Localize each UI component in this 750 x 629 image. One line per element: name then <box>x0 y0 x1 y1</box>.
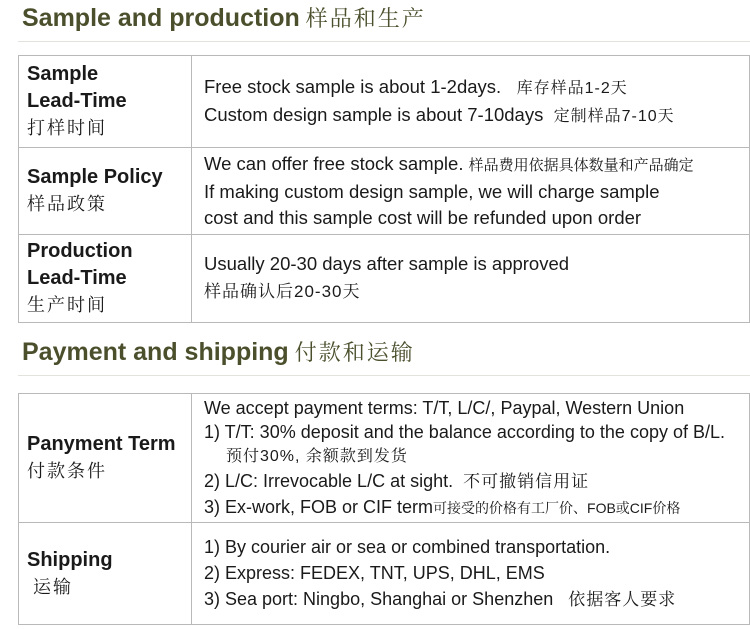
shipping-line-1: 1) By courier air or sea or combined transportation. <box>204 537 611 557</box>
sample-lead-time-label-en-2: Lead-Time <box>27 90 127 112</box>
sample-policy-label <box>19 148 192 235</box>
payment-term-label <box>19 394 192 523</box>
shipping-content <box>192 523 750 625</box>
shipping-label <box>19 523 192 625</box>
shipping-label-en: Shipping <box>27 548 113 571</box>
production-lead-time-content <box>192 235 750 323</box>
shipping-label-cn: 运输 <box>33 576 73 597</box>
table-row-shipping <box>19 523 750 625</box>
payment-term-line-1: We accept payment terms: T/T, L/C/, Paypal, Western Union <box>204 397 685 418</box>
table-row-payment-term <box>19 394 750 523</box>
sample-fee-cn-text: 样品费用依据具体数量和产品确定 <box>468 157 694 174</box>
payment-shipping-heading-cn: 付款和运输 <box>294 340 415 365</box>
sea-port-cn-text: 依据客人要求 <box>568 590 677 609</box>
payment-term-content <box>192 394 750 523</box>
payment-term-label-en: Panyment Term <box>27 433 176 455</box>
sample-policy-line-3: cost and this sample cost will be refunded upon order <box>204 207 642 228</box>
exwork-terms-text: 3) Ex-work, FOB or CIF term <box>204 496 434 517</box>
sample-policy-content <box>192 148 750 235</box>
shipping-line-2: 2) Express: FEDEX, TNT, UPS, DHL, EMS <box>204 563 545 583</box>
sample-production-heading-en: Sample and production <box>22 4 300 32</box>
payment-term-line-3: 预付30%, 余额款到发货 <box>226 447 408 465</box>
sample-policy-label-en: Sample Policy <box>27 166 163 188</box>
table-row-sample-lead-time <box>19 56 750 148</box>
sample-lead-time-line-2 <box>204 102 749 130</box>
sample-policy-label-cn: 样品政策 <box>27 194 107 214</box>
free-stock-offer-text: We can offer free stock sample. <box>204 153 464 174</box>
production-lead-time-label-en-1: Production <box>27 240 133 262</box>
table-row-sample-policy <box>19 148 750 235</box>
stock-sample-cn-text: 库存样品1-2天 <box>516 79 628 97</box>
lc-terms-cn-text: 不可撤销信用证 <box>463 472 590 492</box>
exwork-terms-cn-text: 可接受的价格有工厂价、FOB或CIF价格 <box>433 499 681 516</box>
custom-sample-cn-text: 定制样品7-10天 <box>553 107 675 125</box>
production-lead-time-label <box>19 235 192 323</box>
sample-production-table <box>18 55 750 323</box>
shipping-line-3 <box>204 586 749 613</box>
production-lead-time-label-en-2: Lead-Time <box>27 267 127 289</box>
payment-term-line-5 <box>204 495 749 521</box>
table-row-production-lead-time <box>19 235 750 323</box>
payment-shipping-table <box>18 393 750 625</box>
sample-policy-line-1 <box>204 151 749 179</box>
production-lead-time-line-1: Usually 20-30 days after sample is approved <box>204 252 570 274</box>
payment-shipping-heading <box>22 336 415 367</box>
sample-policy-line-2: If making custom design sample, we will charge sample <box>204 181 660 202</box>
sample-lead-time-label-en-1: Sample <box>27 63 99 85</box>
payment-shipping-heading-en: Payment and shipping <box>22 338 289 366</box>
payment-term-line-4 <box>204 469 749 495</box>
production-lead-time-line-2: 样品确认后20-30天 <box>204 281 361 301</box>
section-divider <box>18 375 750 376</box>
custom-sample-text: Custom design sample is about 7-10days <box>204 103 544 125</box>
sample-lead-time-line-1 <box>204 74 749 102</box>
sample-lead-time-label-cn: 打样时间 <box>27 118 107 138</box>
sample-lead-time-label <box>19 56 192 148</box>
free-stock-sample-text: Free stock sample is about 1-2days. <box>204 75 502 97</box>
production-lead-time-label-cn: 生产时间 <box>27 295 107 315</box>
lc-terms-text: 2) L/C: Irrevocable L/C at sight. <box>204 471 454 492</box>
payment-term-line-2: 1) T/T: 30% deposit and the balance according to the copy of B/L. <box>204 422 725 443</box>
sample-lead-time-content <box>192 56 750 148</box>
sea-port-text: 3) Sea port: Ningbo, Shanghai or Shenzhen <box>204 589 554 609</box>
section-divider <box>18 41 750 42</box>
sample-production-heading <box>22 2 426 33</box>
payment-term-label-cn: 付款条件 <box>27 461 107 481</box>
sample-production-heading-cn: 样品和生产 <box>305 6 426 31</box>
